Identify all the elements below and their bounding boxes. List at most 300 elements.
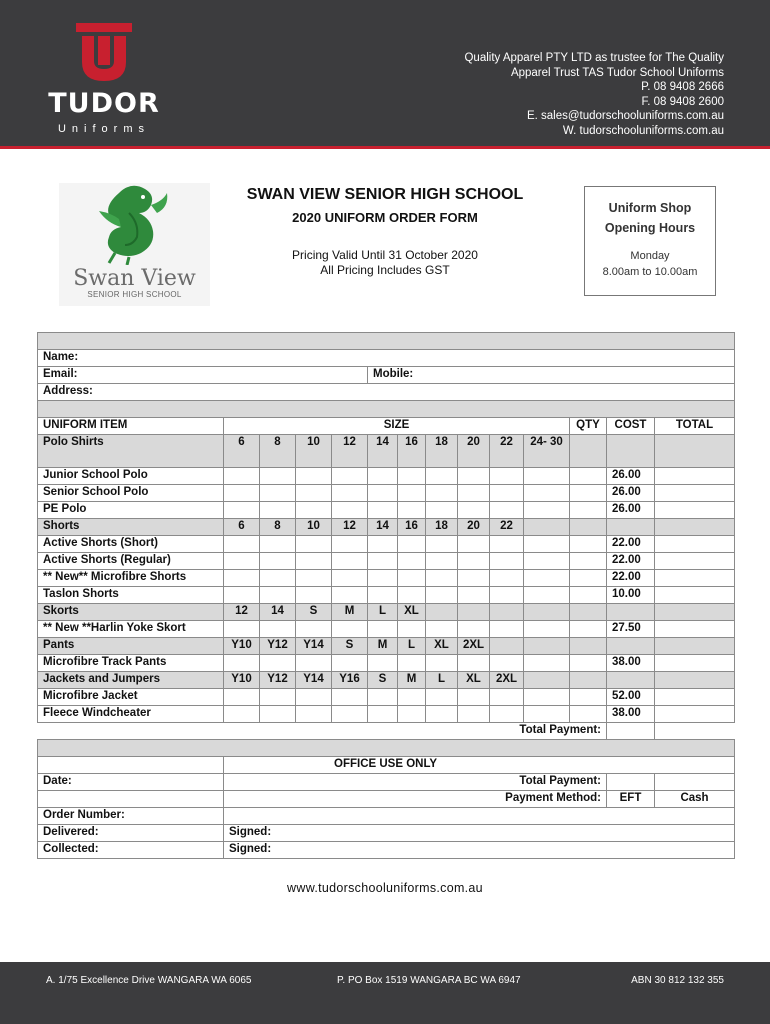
category-label: Polo Shirts bbox=[38, 435, 224, 468]
size-qty-cell[interactable] bbox=[490, 587, 524, 604]
size-qty-cell[interactable] bbox=[224, 706, 260, 723]
size-qty-cell[interactable] bbox=[490, 468, 524, 485]
qty-cell[interactable] bbox=[570, 553, 607, 570]
item-cost: 52.00 bbox=[607, 689, 655, 706]
size-option: 16 bbox=[398, 435, 426, 468]
size-qty-cell[interactable] bbox=[368, 587, 398, 604]
total-cell bbox=[655, 435, 735, 468]
size-qty-cell[interactable] bbox=[296, 485, 332, 502]
item-total[interactable] bbox=[655, 536, 735, 553]
size-qty-cell[interactable] bbox=[458, 706, 490, 723]
item-cost: 38.00 bbox=[607, 706, 655, 723]
qty-cell[interactable] bbox=[570, 655, 607, 672]
size-qty-cell[interactable] bbox=[398, 587, 426, 604]
order-number-label: Order Number: bbox=[38, 808, 224, 825]
item-total[interactable] bbox=[655, 621, 735, 638]
email-label: Email: bbox=[38, 367, 368, 384]
size-qty-cell[interactable] bbox=[524, 485, 570, 502]
empty-cell bbox=[38, 791, 224, 808]
cost-cell bbox=[607, 604, 655, 621]
size-qty-cell[interactable] bbox=[426, 689, 458, 706]
size-option: 14 bbox=[368, 435, 398, 468]
size-option: S bbox=[368, 672, 398, 689]
size-option: 6 bbox=[224, 519, 260, 536]
size-qty-cell[interactable] bbox=[398, 689, 426, 706]
form-subtitle: 2020 UNIFORM ORDER FORM bbox=[292, 210, 478, 225]
size-qty-cell[interactable] bbox=[332, 706, 368, 723]
size-qty-cell[interactable] bbox=[398, 655, 426, 672]
separator-row bbox=[38, 740, 735, 757]
item-row[interactable] bbox=[38, 655, 735, 672]
item-cost: 27.50 bbox=[607, 621, 655, 638]
item-label: Senior School Polo bbox=[38, 485, 224, 502]
size-header-row[interactable] bbox=[38, 638, 735, 655]
size-qty-cell[interactable] bbox=[368, 689, 398, 706]
size-qty-cell[interactable] bbox=[260, 706, 296, 723]
size-qty-cell[interactable] bbox=[296, 468, 332, 485]
size-option: 22 bbox=[490, 435, 524, 468]
item-total[interactable] bbox=[655, 689, 735, 706]
size-qty-cell[interactable] bbox=[332, 655, 368, 672]
qty-cell[interactable] bbox=[570, 706, 607, 723]
size-qty-cell[interactable] bbox=[332, 502, 368, 519]
size-option: 14 bbox=[260, 604, 296, 621]
office-date-label: Date: bbox=[38, 774, 224, 791]
footer-address: A. 1/75 Excellence Drive WANGARA WA 6065 bbox=[46, 975, 252, 986]
size-option bbox=[426, 604, 458, 621]
size-qty-cell[interactable] bbox=[332, 587, 368, 604]
size-option: Y12 bbox=[260, 638, 296, 655]
size-qty-cell[interactable] bbox=[332, 621, 368, 638]
qty-cell bbox=[570, 672, 607, 689]
size-qty-cell[interactable] bbox=[332, 570, 368, 587]
size-option: 14 bbox=[368, 519, 398, 536]
size-qty-cell[interactable] bbox=[490, 621, 524, 638]
size-qty-cell[interactable] bbox=[524, 570, 570, 587]
size-qty-cell[interactable] bbox=[260, 502, 296, 519]
size-qty-cell[interactable] bbox=[524, 502, 570, 519]
size-qty-cell[interactable] bbox=[458, 536, 490, 553]
size-option: 20 bbox=[458, 435, 490, 468]
footer-band bbox=[0, 962, 770, 1024]
size-option: 2XL bbox=[458, 638, 490, 655]
size-qty-cell[interactable] bbox=[332, 485, 368, 502]
size-qty-cell[interactable] bbox=[368, 570, 398, 587]
size-qty-cell[interactable] bbox=[458, 553, 490, 570]
cost-cell bbox=[607, 519, 655, 536]
qty-cell[interactable] bbox=[570, 689, 607, 706]
size-qty-cell[interactable] bbox=[296, 655, 332, 672]
size-option: Y14 bbox=[296, 638, 332, 655]
collected-signed-label: Signed: bbox=[224, 842, 735, 859]
mobile-label: Mobile: bbox=[368, 367, 735, 384]
size-qty-cell[interactable] bbox=[490, 536, 524, 553]
size-header-row[interactable] bbox=[38, 435, 735, 468]
item-label: ** New** Microfibre Shorts bbox=[38, 570, 224, 587]
size-qty-cell[interactable] bbox=[426, 502, 458, 519]
total-payment-value[interactable] bbox=[607, 723, 655, 740]
pricing-valid: Pricing Valid Until 31 October 2020 bbox=[292, 248, 478, 262]
size-option bbox=[490, 638, 524, 655]
size-qty-cell[interactable] bbox=[368, 485, 398, 502]
size-qty-cell[interactable] bbox=[296, 689, 332, 706]
school-subtitle: SENIOR HIGH SCHOOL bbox=[87, 290, 182, 299]
size-qty-cell[interactable] bbox=[490, 553, 524, 570]
size-option: 10 bbox=[296, 519, 332, 536]
size-qty-cell[interactable] bbox=[260, 655, 296, 672]
size-qty-cell[interactable] bbox=[368, 621, 398, 638]
size-option: 10 bbox=[296, 435, 332, 468]
item-cost: 22.00 bbox=[607, 553, 655, 570]
item-row[interactable] bbox=[38, 689, 735, 706]
size-qty-cell[interactable] bbox=[398, 706, 426, 723]
header-cost: COST bbox=[607, 418, 655, 435]
size-header-row[interactable] bbox=[38, 604, 735, 621]
size-qty-cell[interactable] bbox=[490, 570, 524, 587]
size-qty-cell[interactable] bbox=[426, 553, 458, 570]
shop-day: Monday bbox=[630, 250, 670, 262]
letterhead-band bbox=[0, 0, 770, 146]
size-qty-cell[interactable] bbox=[224, 587, 260, 604]
shop-hours: 8.00am to 10.00am bbox=[602, 266, 698, 278]
pricing-note bbox=[220, 248, 550, 278]
size-option bbox=[524, 672, 570, 689]
company-line: Quality Apparel PTY LTD as trustee for The Quality bbox=[464, 52, 724, 64]
size-option: 8 bbox=[260, 435, 296, 468]
size-qty-cell[interactable] bbox=[398, 570, 426, 587]
qty-cell bbox=[570, 638, 607, 655]
qty-cell[interactable] bbox=[570, 468, 607, 485]
item-label: Active Shorts (Regular) bbox=[38, 553, 224, 570]
size-qty-cell[interactable] bbox=[426, 536, 458, 553]
size-qty-cell[interactable] bbox=[332, 468, 368, 485]
delivered-row[interactable] bbox=[38, 825, 735, 842]
size-option: 24- 30 bbox=[524, 435, 570, 468]
item-row[interactable] bbox=[38, 485, 735, 502]
size-option: 18 bbox=[426, 519, 458, 536]
payment-method-eft[interactable]: EFT bbox=[607, 791, 655, 808]
header-size: SIZE bbox=[224, 418, 570, 435]
size-qty-cell[interactable] bbox=[524, 468, 570, 485]
delivered-label: Delivered: bbox=[38, 825, 224, 842]
total-payment-label: Total Payment: bbox=[38, 723, 607, 740]
size-qty-cell[interactable] bbox=[224, 502, 260, 519]
qty-cell[interactable] bbox=[570, 621, 607, 638]
size-qty-cell[interactable] bbox=[260, 536, 296, 553]
qty-cell bbox=[570, 519, 607, 536]
item-total[interactable] bbox=[655, 570, 735, 587]
size-qty-cell[interactable] bbox=[398, 553, 426, 570]
size-qty-cell[interactable] bbox=[224, 468, 260, 485]
size-qty-cell[interactable] bbox=[224, 655, 260, 672]
size-option: M bbox=[368, 638, 398, 655]
size-header-row[interactable] bbox=[38, 519, 735, 536]
size-option: Y10 bbox=[224, 638, 260, 655]
office-heading-row bbox=[38, 757, 735, 774]
size-qty-cell[interactable] bbox=[490, 502, 524, 519]
email-mobile-row[interactable] bbox=[38, 367, 735, 384]
size-option: Y10 bbox=[224, 672, 260, 689]
item-total[interactable] bbox=[655, 485, 735, 502]
size-option: M bbox=[398, 672, 426, 689]
size-qty-cell[interactable] bbox=[426, 587, 458, 604]
size-qty-cell[interactable] bbox=[398, 468, 426, 485]
size-option: 16 bbox=[398, 519, 426, 536]
size-qty-cell[interactable] bbox=[260, 621, 296, 638]
item-label: Microfibre Jacket bbox=[38, 689, 224, 706]
size-qty-cell[interactable] bbox=[296, 570, 332, 587]
category-label: Jackets and Jumpers bbox=[38, 672, 224, 689]
qty-cell bbox=[570, 604, 607, 621]
size-qty-cell[interactable] bbox=[224, 689, 260, 706]
size-option: Y16 bbox=[332, 672, 368, 689]
size-qty-cell[interactable] bbox=[398, 502, 426, 519]
size-option: S bbox=[296, 604, 332, 621]
item-total[interactable] bbox=[655, 706, 735, 723]
size-qty-cell[interactable] bbox=[524, 689, 570, 706]
item-label: Microfibre Track Pants bbox=[38, 655, 224, 672]
size-option: Y12 bbox=[260, 672, 296, 689]
size-qty-cell[interactable] bbox=[458, 587, 490, 604]
category-label: Skorts bbox=[38, 604, 224, 621]
separator-row bbox=[38, 401, 735, 418]
separator-row bbox=[38, 333, 735, 350]
size-qty-cell[interactable] bbox=[224, 553, 260, 570]
size-qty-cell[interactable] bbox=[296, 621, 332, 638]
size-qty-cell[interactable] bbox=[368, 553, 398, 570]
size-qty-cell[interactable] bbox=[426, 621, 458, 638]
payment-method-label: Payment Method: bbox=[224, 791, 607, 808]
size-option: 12 bbox=[224, 604, 260, 621]
size-option: L bbox=[426, 672, 458, 689]
size-option: XL bbox=[458, 672, 490, 689]
name-row[interactable] bbox=[38, 350, 735, 367]
footer-po-box: P. PO Box 1519 WANGARA BC WA 6947 bbox=[337, 975, 521, 986]
company-line: Apparel Trust TAS Tudor School Uniforms bbox=[510, 66, 724, 79]
size-option: XL bbox=[426, 638, 458, 655]
footer-abn: ABN 30 812 132 355 bbox=[631, 975, 724, 986]
header-total: TOTAL bbox=[655, 418, 735, 435]
size-qty-cell[interactable] bbox=[426, 655, 458, 672]
size-option: 6 bbox=[224, 435, 260, 468]
item-row[interactable] bbox=[38, 553, 735, 570]
swan-emblem-icon bbox=[59, 183, 210, 265]
item-label: Active Shorts (Short) bbox=[38, 536, 224, 553]
website-link[interactable]: www.tudorschooluniforms.com.au bbox=[287, 881, 483, 895]
size-qty-cell[interactable] bbox=[332, 689, 368, 706]
item-label: Taslon Shorts bbox=[38, 587, 224, 604]
size-qty-cell[interactable] bbox=[426, 468, 458, 485]
size-qty-cell[interactable] bbox=[224, 485, 260, 502]
size-qty-cell[interactable] bbox=[426, 706, 458, 723]
item-row[interactable] bbox=[38, 468, 735, 485]
empty-cell bbox=[655, 723, 735, 740]
size-qty-cell[interactable] bbox=[524, 553, 570, 570]
size-qty-cell[interactable] bbox=[458, 502, 490, 519]
office-payment-method-row[interactable] bbox=[38, 791, 735, 808]
size-qty-cell[interactable] bbox=[458, 689, 490, 706]
size-qty-cell[interactable] bbox=[458, 570, 490, 587]
size-qty-cell[interactable] bbox=[368, 706, 398, 723]
size-option: 20 bbox=[458, 519, 490, 536]
size-option bbox=[524, 604, 570, 621]
size-qty-cell[interactable] bbox=[260, 553, 296, 570]
total-cell bbox=[655, 604, 735, 621]
cost-cell bbox=[607, 638, 655, 655]
tudor-shield-logo-icon bbox=[76, 23, 132, 83]
size-option: Y14 bbox=[296, 672, 332, 689]
size-qty-cell[interactable] bbox=[490, 655, 524, 672]
size-option: 12 bbox=[332, 519, 368, 536]
address-label: Address: bbox=[38, 384, 735, 401]
item-cost: 10.00 bbox=[607, 587, 655, 604]
order-number-row[interactable] bbox=[38, 808, 735, 825]
size-qty-cell[interactable] bbox=[368, 536, 398, 553]
cost-cell bbox=[607, 435, 655, 468]
size-option: L bbox=[368, 604, 398, 621]
collected-row[interactable] bbox=[38, 842, 735, 859]
office-date-row[interactable] bbox=[38, 774, 735, 791]
size-qty-cell[interactable] bbox=[296, 587, 332, 604]
office-total-payment-extra[interactable] bbox=[655, 774, 735, 791]
qty-cell[interactable] bbox=[570, 485, 607, 502]
item-row[interactable] bbox=[38, 536, 735, 553]
shop-hours-detail bbox=[585, 248, 715, 280]
item-row[interactable] bbox=[38, 502, 735, 519]
size-qty-cell[interactable] bbox=[260, 587, 296, 604]
size-header-row[interactable] bbox=[38, 672, 735, 689]
size-qty-cell[interactable] bbox=[458, 485, 490, 502]
size-qty-cell[interactable] bbox=[524, 706, 570, 723]
header-uniform-item: UNIFORM ITEM bbox=[38, 418, 224, 435]
company-phone: P. 08 9408 2666 bbox=[641, 81, 724, 94]
size-qty-cell[interactable] bbox=[296, 553, 332, 570]
size-qty-cell[interactable] bbox=[458, 468, 490, 485]
size-qty-cell[interactable] bbox=[398, 536, 426, 553]
size-qty-cell[interactable] bbox=[332, 536, 368, 553]
header-qty: QTY bbox=[570, 418, 607, 435]
qty-cell[interactable] bbox=[570, 587, 607, 604]
item-label: ** New **Harlin Yoke Skort bbox=[38, 621, 224, 638]
item-total[interactable] bbox=[655, 587, 735, 604]
category-label: Pants bbox=[38, 638, 224, 655]
payment-method-cash[interactable]: Cash bbox=[655, 791, 735, 808]
total-cell bbox=[655, 638, 735, 655]
order-form bbox=[37, 332, 735, 859]
size-qty-cell[interactable] bbox=[524, 587, 570, 604]
size-option: 22 bbox=[490, 519, 524, 536]
size-qty-cell[interactable] bbox=[426, 485, 458, 502]
company-contact-block bbox=[364, 51, 724, 139]
size-qty-cell[interactable] bbox=[332, 553, 368, 570]
brand-subtitle: Uniforms bbox=[57, 123, 150, 135]
brand-wordmark: TUDOR bbox=[48, 88, 160, 119]
size-option bbox=[524, 638, 570, 655]
school-name: Swan View bbox=[73, 266, 196, 291]
item-cost: 22.00 bbox=[607, 570, 655, 587]
qty-cell bbox=[570, 435, 607, 468]
item-row[interactable] bbox=[38, 706, 735, 723]
header-divider bbox=[0, 146, 770, 149]
size-option: 8 bbox=[260, 519, 296, 536]
item-total[interactable] bbox=[655, 553, 735, 570]
size-qty-cell[interactable] bbox=[224, 536, 260, 553]
size-option bbox=[524, 519, 570, 536]
size-qty-cell[interactable] bbox=[368, 502, 398, 519]
collected-label: Collected: bbox=[38, 842, 224, 859]
address-row[interactable] bbox=[38, 384, 735, 401]
size-qty-cell[interactable] bbox=[490, 689, 524, 706]
qty-cell[interactable] bbox=[570, 570, 607, 587]
shop-title-line: Opening Hours bbox=[604, 221, 696, 235]
order-number-value[interactable] bbox=[224, 808, 735, 825]
item-label: PE Polo bbox=[38, 502, 224, 519]
size-qty-cell[interactable] bbox=[296, 502, 332, 519]
company-fax: F. 08 9408 2600 bbox=[641, 95, 724, 108]
size-qty-cell[interactable] bbox=[260, 570, 296, 587]
item-row[interactable] bbox=[38, 570, 735, 587]
size-qty-cell[interactable] bbox=[458, 621, 490, 638]
item-label: Fleece Windcheater bbox=[38, 706, 224, 723]
company-website: W. tudorschooluniforms.com.au bbox=[562, 124, 724, 137]
size-option bbox=[458, 604, 490, 621]
total-payment-row bbox=[38, 723, 735, 740]
size-qty-cell[interactable] bbox=[224, 570, 260, 587]
size-qty-cell[interactable] bbox=[490, 706, 524, 723]
size-qty-cell[interactable] bbox=[224, 621, 260, 638]
size-qty-cell[interactable] bbox=[260, 468, 296, 485]
size-qty-cell[interactable] bbox=[260, 485, 296, 502]
size-qty-cell[interactable] bbox=[398, 621, 426, 638]
qty-cell[interactable] bbox=[570, 502, 607, 519]
size-qty-cell[interactable] bbox=[426, 570, 458, 587]
size-qty-cell[interactable] bbox=[398, 485, 426, 502]
item-total[interactable] bbox=[655, 502, 735, 519]
item-row[interactable] bbox=[38, 587, 735, 604]
size-option: XL bbox=[398, 604, 426, 621]
size-option: 12 bbox=[332, 435, 368, 468]
size-qty-cell[interactable] bbox=[260, 689, 296, 706]
qty-cell[interactable] bbox=[570, 536, 607, 553]
size-qty-cell[interactable] bbox=[368, 655, 398, 672]
size-qty-cell[interactable] bbox=[524, 536, 570, 553]
size-qty-cell[interactable] bbox=[296, 536, 332, 553]
office-total-payment-value[interactable] bbox=[607, 774, 655, 791]
item-total[interactable] bbox=[655, 655, 735, 672]
office-use-heading: OFFICE USE ONLY bbox=[224, 757, 735, 774]
item-total[interactable] bbox=[655, 468, 735, 485]
size-qty-cell[interactable] bbox=[458, 655, 490, 672]
shop-title-line: Uniform Shop bbox=[608, 201, 692, 215]
item-cost: 26.00 bbox=[607, 502, 655, 519]
pricing-gst: All Pricing Includes GST bbox=[320, 263, 450, 277]
empty-cell bbox=[38, 757, 224, 774]
category-label: Shorts bbox=[38, 519, 224, 536]
size-option: M bbox=[332, 604, 368, 621]
size-qty-cell[interactable] bbox=[524, 621, 570, 638]
size-qty-cell[interactable] bbox=[368, 468, 398, 485]
item-cost: 26.00 bbox=[607, 485, 655, 502]
item-row[interactable] bbox=[38, 621, 735, 638]
company-email: E. sales@tudorschooluniforms.com.au bbox=[526, 110, 724, 123]
office-total-payment-label: Total Payment: bbox=[224, 774, 607, 791]
size-qty-cell[interactable] bbox=[490, 485, 524, 502]
size-qty-cell[interactable] bbox=[524, 655, 570, 672]
items-body bbox=[38, 435, 735, 723]
size-qty-cell[interactable] bbox=[296, 706, 332, 723]
size-option: 2XL bbox=[490, 672, 524, 689]
cost-cell bbox=[607, 672, 655, 689]
